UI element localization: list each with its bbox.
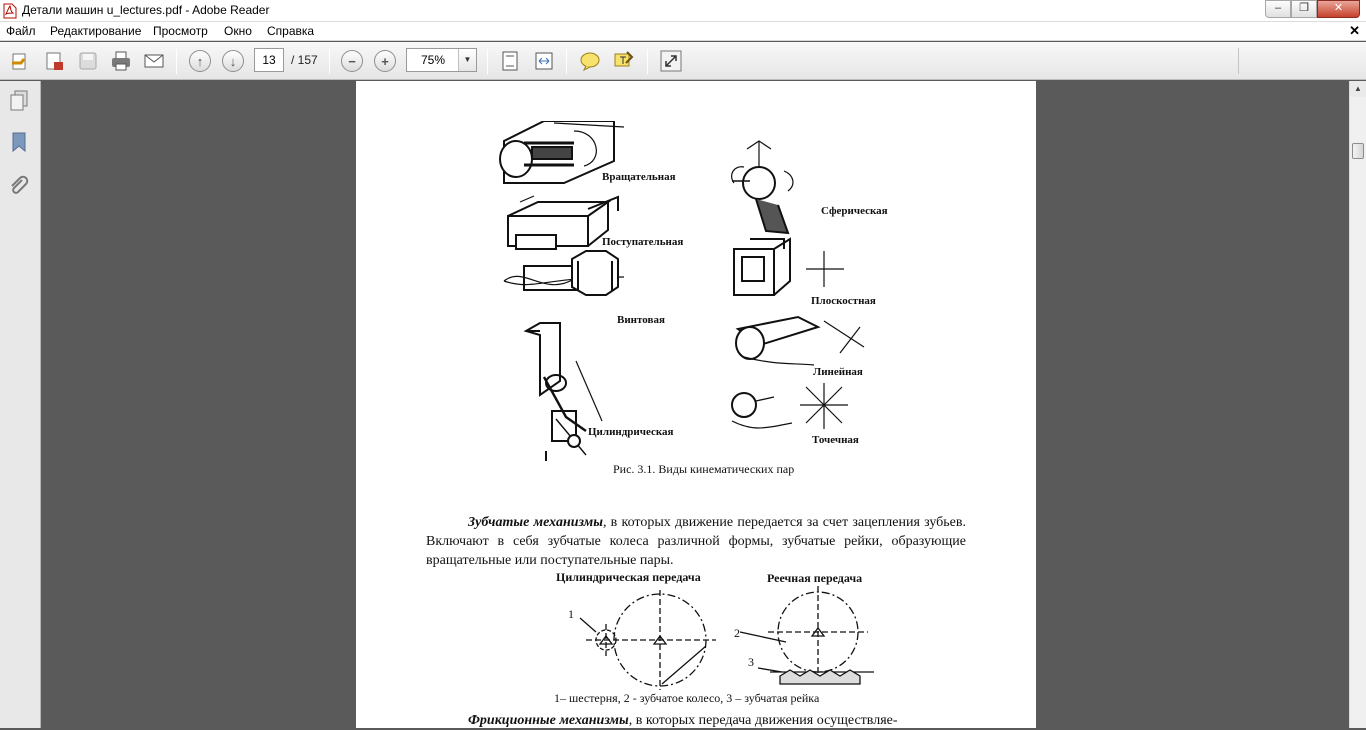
menu-edit[interactable]: Редактирование <box>50 24 142 38</box>
close-button[interactable]: ✕ <box>1317 0 1360 18</box>
chevron-down-icon[interactable]: ▼ <box>458 49 476 71</box>
toolbar <box>0 42 1366 80</box>
highlight-icon[interactable] <box>611 50 635 72</box>
paragraph-friction-text: , в которых передача движения осуществляе- <box>628 713 898 728</box>
zoom-select[interactable] <box>406 48 477 72</box>
label-linear: Линейная <box>813 366 863 378</box>
zoom-out-button[interactable] <box>340 50 364 72</box>
arrow-down-icon: ↓ <box>222 50 244 72</box>
label-rotational: Вращательная <box>602 171 676 183</box>
title-bar <box>0 0 1366 22</box>
scroll-thumb[interactable] <box>1352 143 1364 159</box>
next-page-button[interactable] <box>221 50 245 72</box>
term-gear-mechanisms: Зубчатые механизмы <box>468 515 603 530</box>
menu-window[interactable]: Окно <box>224 24 252 38</box>
bookmarks-icon[interactable] <box>8 131 30 153</box>
label-translational: Поступательная <box>602 236 684 248</box>
print-icon[interactable] <box>109 50 133 72</box>
fit-width-icon[interactable] <box>532 50 556 72</box>
create-pdf-icon[interactable] <box>43 50 67 72</box>
page-total: / 157 <box>291 53 318 67</box>
close-document-icon[interactable]: ✕ <box>1349 23 1360 38</box>
label-spherical: Сферическая <box>821 205 888 217</box>
term-friction-mechanisms: Фрикционные механизмы <box>468 713 629 728</box>
menu-file[interactable]: Файл <box>6 24 36 38</box>
label-point: Точечная <box>812 434 859 446</box>
kinematic-pairs-figure <box>494 121 904 461</box>
minimize-button[interactable]: – <box>1265 0 1291 18</box>
figure1-caption: Рис. 3.1. Виды кинематических пар <box>613 462 795 476</box>
pages-icon[interactable] <box>8 89 30 111</box>
number-3: 3 <box>748 655 754 669</box>
heading-rack-gear: Реечная передача <box>767 571 863 585</box>
expand-icon[interactable] <box>659 50 683 72</box>
comment-icon[interactable] <box>578 50 602 72</box>
restore-button[interactable]: ❐ <box>1291 0 1317 18</box>
previous-page-button[interactable] <box>188 50 212 72</box>
fit-page-icon[interactable] <box>498 50 522 72</box>
pdf-icon <box>3 3 17 19</box>
save-icon[interactable] <box>76 50 100 72</box>
figure2-caption: 1– шестерня, 2 - зубчатое колесо, 3 – зубчатая рейка <box>554 691 820 705</box>
gear-transmission-figure <box>566 586 886 694</box>
label-planar: Плоскостная <box>811 295 876 307</box>
zoom-input[interactable] <box>407 49 459 71</box>
open-icon[interactable] <box>9 50 33 72</box>
scroll-up-icon[interactable]: ▲ <box>1350 81 1366 97</box>
paragraph-gear-mechanisms <box>426 513 966 570</box>
plus-icon: + <box>374 50 396 72</box>
paragraph-friction-mechanisms <box>426 711 966 730</box>
number-1: 1 <box>568 607 574 621</box>
menu-bar <box>0 22 1366 41</box>
number-2: 2 <box>734 626 740 640</box>
paragraph-gear-text: , в которых движение передается за счет зацепления зубьев. Включают в себя зубчатые колеса различной формы, зубчатые рейки, образующие вращательные или поступательные пары. <box>426 515 966 568</box>
document-page <box>356 81 1036 728</box>
label-screw: Винтовая <box>617 314 665 326</box>
vertical-scrollbar[interactable] <box>1349 81 1366 728</box>
attachments-icon[interactable] <box>8 175 30 197</box>
window-title: Детали машин u_lectures.pdf - Adobe Reader <box>22 3 270 17</box>
heading-cylindrical-gear: Цилиндрическая передача <box>556 570 701 584</box>
arrow-up-icon: ↑ <box>189 50 211 72</box>
navigation-panel <box>0 81 41 728</box>
minus-icon: − <box>341 50 363 72</box>
page-number-input[interactable] <box>254 48 284 72</box>
menu-help[interactable]: Справка <box>267 24 315 38</box>
zoom-in-button[interactable] <box>373 50 397 72</box>
menu-view[interactable]: Просмотр <box>153 24 208 38</box>
label-cylindrical: Цилиндрическая <box>588 426 674 438</box>
email-icon[interactable] <box>142 50 166 72</box>
